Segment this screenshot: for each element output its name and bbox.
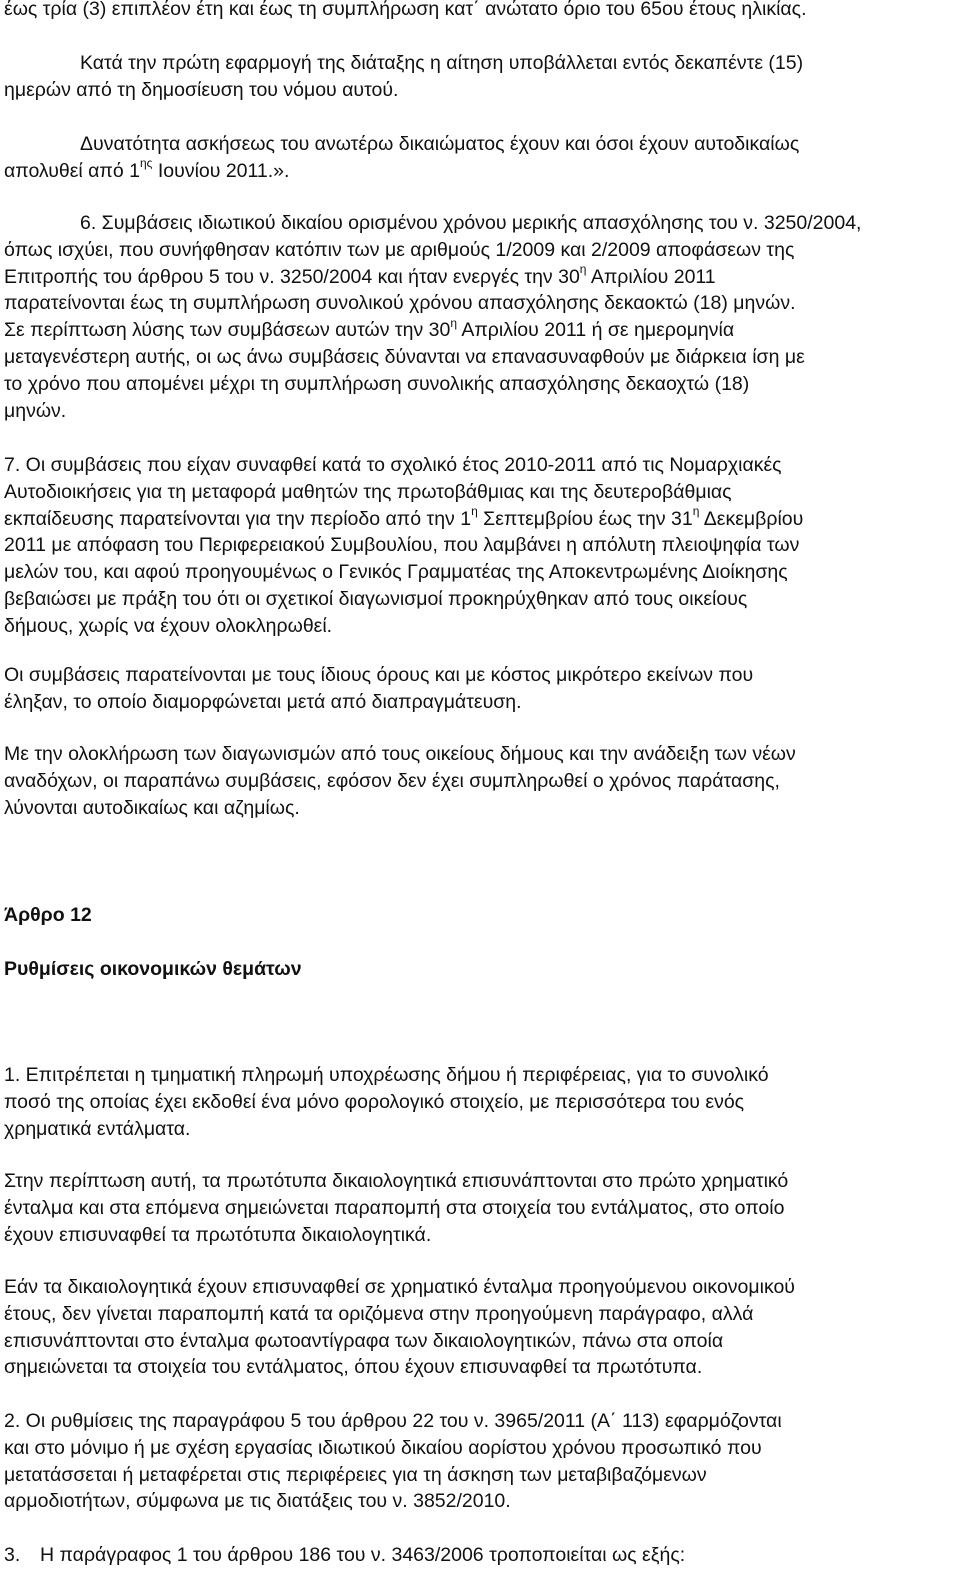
text-line: βεβαιώσει με πράξη του ότι οι σχετικοί διαγωνισμοί προκηρύχθηκαν από τους οικείους [4,587,748,610]
text-line: Κατά την πρώτη εφαρμογή της διάταξης η αίτηση υποβάλλεται εντός δεκαπέντε (15) [80,52,804,74]
text-line: Επιτροπής του άρθρου 5 του ν. 3250/2004 και ήταν ενεργές την $30^\eta$ Απριλίου 2011 [4,262,716,288]
paragraph-completion [4,741,796,821]
text-line: ημερών από τη δημοσίευση του νόμου αυτού. [4,78,399,101]
text-line: δήμους, χωρίς να έχουν ολοκληρωθεί. [4,614,333,637]
text-line: το χρόνο που απομένει μέχρι τη συμπλήρωση συνολικής απασχόλησης δεκαοχτώ (18) [4,372,750,395]
text-line: Εάν τα δικαιολογητικά έχουν επισυναφθεί σε χρηματικό ένταλμα προηγούμενου οικονομικού [4,1276,795,1298]
paragraph-first-application [4,50,803,104]
text-line: Στην περίπτωση αυτή, τα πρωτότυπα δικαιολογητικά επισυνάπτονται στο πρώτο χρηματικό [4,1170,789,1192]
text-line: χρηματικά εντάλματα. [4,1117,191,1140]
text-line: 2. Οι ρυθμίσεις της παραγράφου 5 του άρθρου 22 του ν. 3965/2011 (Α΄ 113) εφαρμόζονται [4,1410,782,1432]
text-line: μετατάσσεται ή μεταφέρεται στις περιφέρειες για τη άσκηση των μεταβιβαζόμενων [4,1463,707,1486]
article-title: Ρυθμίσεις οικονομικών θεμάτων [4,958,302,980]
text-line: 6. Συμβάσεις ιδιωτικού δικαίου ορισμένου χρόνου μερικής απασχόλησης του ν. 3250/2004, [80,212,862,234]
text-line: σημειώνεται τα στοιχεία του εντάλματος, όπου έχουν επισυναφθεί τα πρωτότυπα. [4,1356,703,1379]
text-line: και στο μόνιμο ή με σχέση εργασίας ιδιωτικού δικαίου αορίστου χρόνου προσωπικό που [4,1436,762,1459]
text-line: επισυνάπτονται στο ένταλμα φωτοαντίγραφα των δικαιολογητικών, πάνω στα οποία [4,1329,724,1352]
text-line: ένταλμα και στα επόμενα σημειώνεται παραπομπή στα στοιχεία του εντάλματος, στο οποίο [4,1196,785,1219]
paragraph-possibility [4,131,799,185]
text-line: μηνών. [4,399,67,422]
article-title-block [4,956,302,983]
article-paragraph-2 [4,1408,782,1515]
text-line: Οι συμβάσεις παρατείνονται με τους ίδιους όρους και με κόστος μικρότερο εκείνων που [4,664,754,686]
text-line: εκπαίδευσης παρατείνονται για την περίοδο από την $1^\eta$ Σεπτεμβρίου έως την $31^\eta$ Δεκεμβρίου [4,504,804,530]
paragraph-extension-terms [4,662,753,716]
text-line: αναδόχων, οι παραπάνω συμβάσεις, εφόσον δεν έχει συμπληρωθεί ο χρόνος παράτασης, [4,769,780,792]
paragraph-7 [4,452,803,640]
text-line: έως τρία (3) επιπλέον έτη και έως τη συμπλήρωση κατ΄ ανώτατο όριο του 65ου έτους ηλικίας. [4,0,807,20]
article-heading [4,902,92,929]
text-line: Αυτοδιοικήσεις για τη μεταφορά μαθητών της πρωτοβάθμιας και της δευτεροβάθμιας [4,480,732,503]
text-line: παρατείνονται έως τη συμπλήρωση συνολικού χρόνου απασχόλησης δεκαοκτώ (18) μηνών. [4,292,796,315]
text-line: λύνονται αυτοδικαίως και αζημίως. [4,796,300,819]
text-line: αρμοδιοτήτων, σύμφωνα με τις διατάξεις του ν. 3852/2010. [4,1490,511,1513]
paragraph-previous-year [4,1274,795,1381]
text-line: όπως ισχύει, που συνήφθησαν κατόπιν των με αριθμούς 1/2009 και 2/2009 αποφάσεων της [4,238,795,261]
text-line: 3. Η παράγραφος 1 του άρθρου 186 του ν. 3463/2006 τροποποιείται ως εξής: [4,1544,686,1566]
text-line: 1. Επιτρέπεται η τμηματική πληρωμή υποχρέωσης δήμου ή περιφέρειας, για το συνολικό [4,1064,769,1086]
text-line: απολυθεί από $1^{\eta\varsigma}$ Ιουνίου 2011.». [4,156,290,182]
text-line: μεταγενέστερη αυτής, οι ως άνω συμβάσεις δύνανται να επανασυναφθούν με διάρκεια ίση με [4,345,805,368]
article-paragraph-1 [4,1062,769,1142]
text-line: μελών του, και αφού προηγουμένως ο Γενικός Γραμματέας της Αποκεντρωμένης Διοίκησης [4,561,788,584]
text-line: Σε περίπτωση λύσης των συμβάσεων αυτών την $30^\eta$ Απριλίου 2011 ή σε ημερομηνία [4,315,735,342]
paragraph-6 [4,210,861,424]
text-line: Δυνατότητα ασκήσεως του ανωτέρω δικαιώματος έχουν και όσοι έχουν αυτοδικαίως [80,133,800,155]
paragraph-in-this-case [4,1168,788,1248]
text-line: έχουν επισυναφθεί τα πρωτότυπα δικαιολογητικά. [4,1223,432,1246]
text-line: ποσό της οποίας έχει εκδοθεί ένα μόνο φορολογικό στοιχείο, με περισσότερα του ενός [4,1090,745,1113]
article-paragraph-3 [4,1542,685,1569]
text-line: 2011 με απόφαση του Περιφερειακού Συμβουλίου, που λαμβάνει η απόλυτη πλειοψηφία των [4,534,800,557]
article-number: Άρθρο 12 [4,904,92,926]
text-line: Με την ολοκλήρωση των διαγωνισμών από τους οικείους δήμους και την ανάδειξη των νέων [4,743,796,765]
paragraph-continuation [4,0,807,23]
text-line: έτους, δεν γίνεται παραπομπή κατά τα οριζόμενα στην προηγούμενη παράγραφο, αλλά [4,1302,754,1325]
text-line: 7. Οι συμβάσεις που είχαν συναφθεί κατά το σχολικό έτος 2010-2011 από τις Νομαρχιακές [4,454,782,476]
text-line: έληξαν, το οποίο διαμορφώνεται μετά από διαπραγμάτευση. [4,690,522,713]
